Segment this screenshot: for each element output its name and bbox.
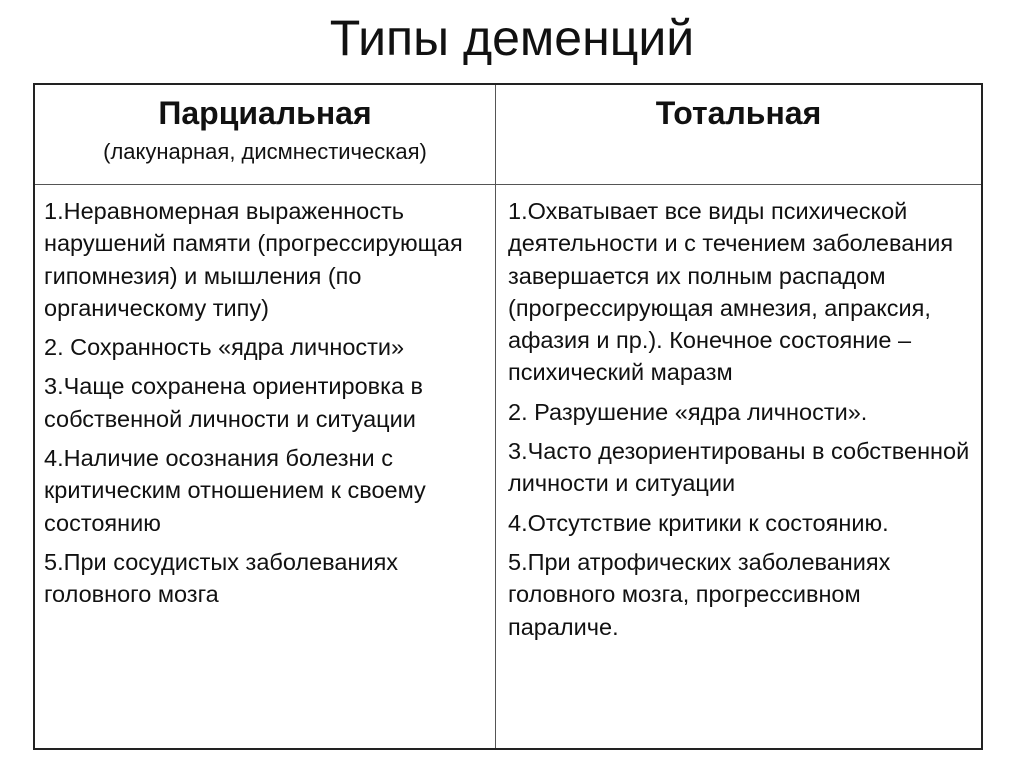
column-heading-partial: Парциальная [158,95,372,131]
list-item: 1.Неравномерная выраженность нарушений памяти (прогрессирующая гипомнезия) и мышления (по органическому типу) [44,198,463,321]
list-item: 3.Чаще сохранена ориентировка в собственной личности и ситуации [44,373,424,432]
list-item: 2. Сохранность «ядра личности» [44,334,405,361]
partial-items-list [44,195,485,611]
column-heading-total: Тотальная [655,95,822,131]
list-item: 5.При атрофических заболеваниях головного мозга, прогрессивном параличе. [508,548,891,640]
list-item: 3.Часто дезориентированы в собственной личности и ситуации [508,438,970,497]
column-subheading-partial: (лакунарная, дисмнестическая) [103,139,427,164]
list-item: 4.Отсутствие критики к состоянию. [508,509,889,536]
list-item: 1.Охватывает все виды психической деятельности и с течением заболевания завершается их полным распадом (прогрессирующая амнезия, апраксия, афазия и пр.). Конечное состояние – психический маразм [508,198,954,386]
body-cell-partial [35,185,496,748]
comparison-table [33,83,983,750]
header-cell-partial [35,85,496,185]
list-item: 4.Наличие осознания болезни с критическим отношением к своему состоянию [44,445,426,536]
header-cell-total [496,85,981,185]
list-item: 2. Разрушение «ядра личности». [508,398,868,425]
slide-title: Типы деменций [329,10,695,66]
body-cell-total [496,185,981,748]
list-item: 5.При сосудистых заболеваниях головного мозга [44,548,399,608]
total-items-list [508,195,971,643]
